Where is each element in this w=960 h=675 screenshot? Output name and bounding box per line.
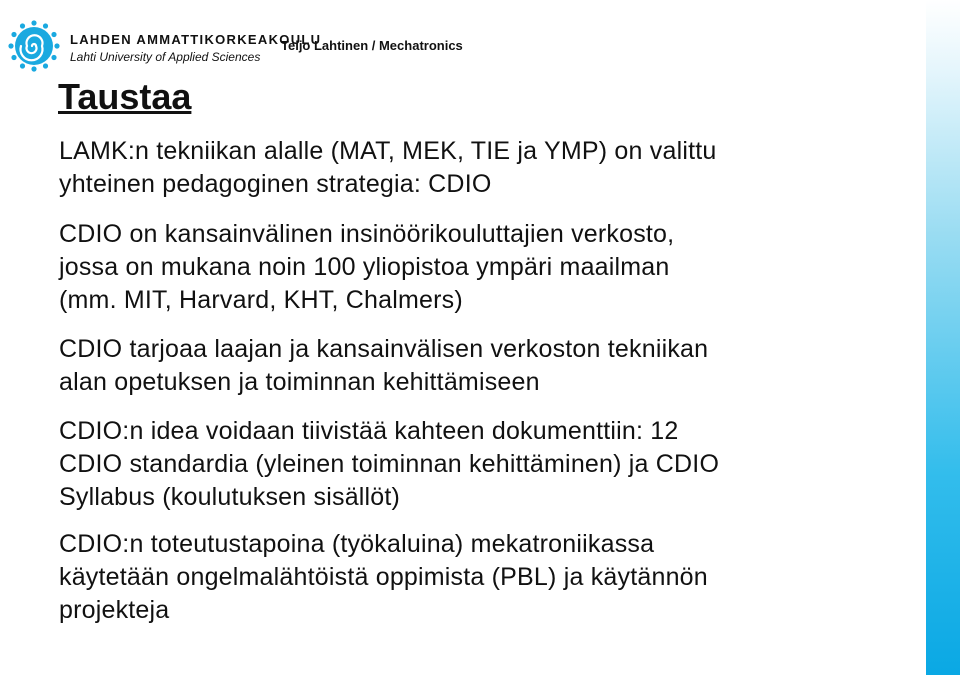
slide-content	[59, 135, 919, 627]
paragraph	[59, 333, 919, 399]
decorative-side-strip	[926, 0, 960, 675]
text-line: CDIO on kansainvälinen insinöörikouluttajien verkosto,	[59, 220, 675, 248]
header-author: Teijo Lahtinen / Mechatronics	[281, 38, 463, 53]
text-line: alan opetuksen ja toiminnan kehittämiseen	[59, 368, 540, 396]
text-line: (mm. MIT, Harvard, KHT, Chalmers)	[59, 286, 463, 314]
text-line: CDIO:n toteutustapoina (työkaluina) mekatroniikassa	[59, 530, 655, 558]
text-line: käytetään ongelmalähtöistä oppimista (PBL) ja käytännön	[59, 563, 708, 591]
slide-title: Taustaa	[58, 76, 192, 117]
text-line: CDIO:n idea voidaan tiivistää kahteen dokumenttiin: 12	[59, 417, 679, 445]
text-line: Syllabus (koulutuksen sisällöt)	[59, 483, 401, 511]
text-line: LAMK:n tekniikan alalle (MAT, MEK, TIE ja YMP) on valittu	[59, 137, 717, 165]
text-line: CDIO standardia (yleinen toiminnan kehittäminen) ja CDIO	[59, 450, 720, 478]
logo-name-finnish: LAHDEN AMMATTIKORKEAKOULU	[70, 32, 322, 47]
paragraph	[59, 528, 919, 627]
text-line: jossa on mukana noin 100 yliopistoa ympäri maailman	[59, 253, 670, 281]
text-line: projekteja	[59, 596, 170, 624]
logo-name-english: Lahti University of Applied Sciences	[70, 50, 261, 64]
text-line: yhteinen pedagoginen strategia: CDIO	[59, 170, 492, 198]
paragraph	[59, 415, 919, 514]
paragraph	[59, 135, 919, 201]
paragraph	[59, 218, 919, 317]
text-line: CDIO tarjoaa laajan ja kansainvälisen verkoston tekniikan	[59, 335, 709, 363]
spiral-sun-logo-icon	[8, 20, 60, 72]
